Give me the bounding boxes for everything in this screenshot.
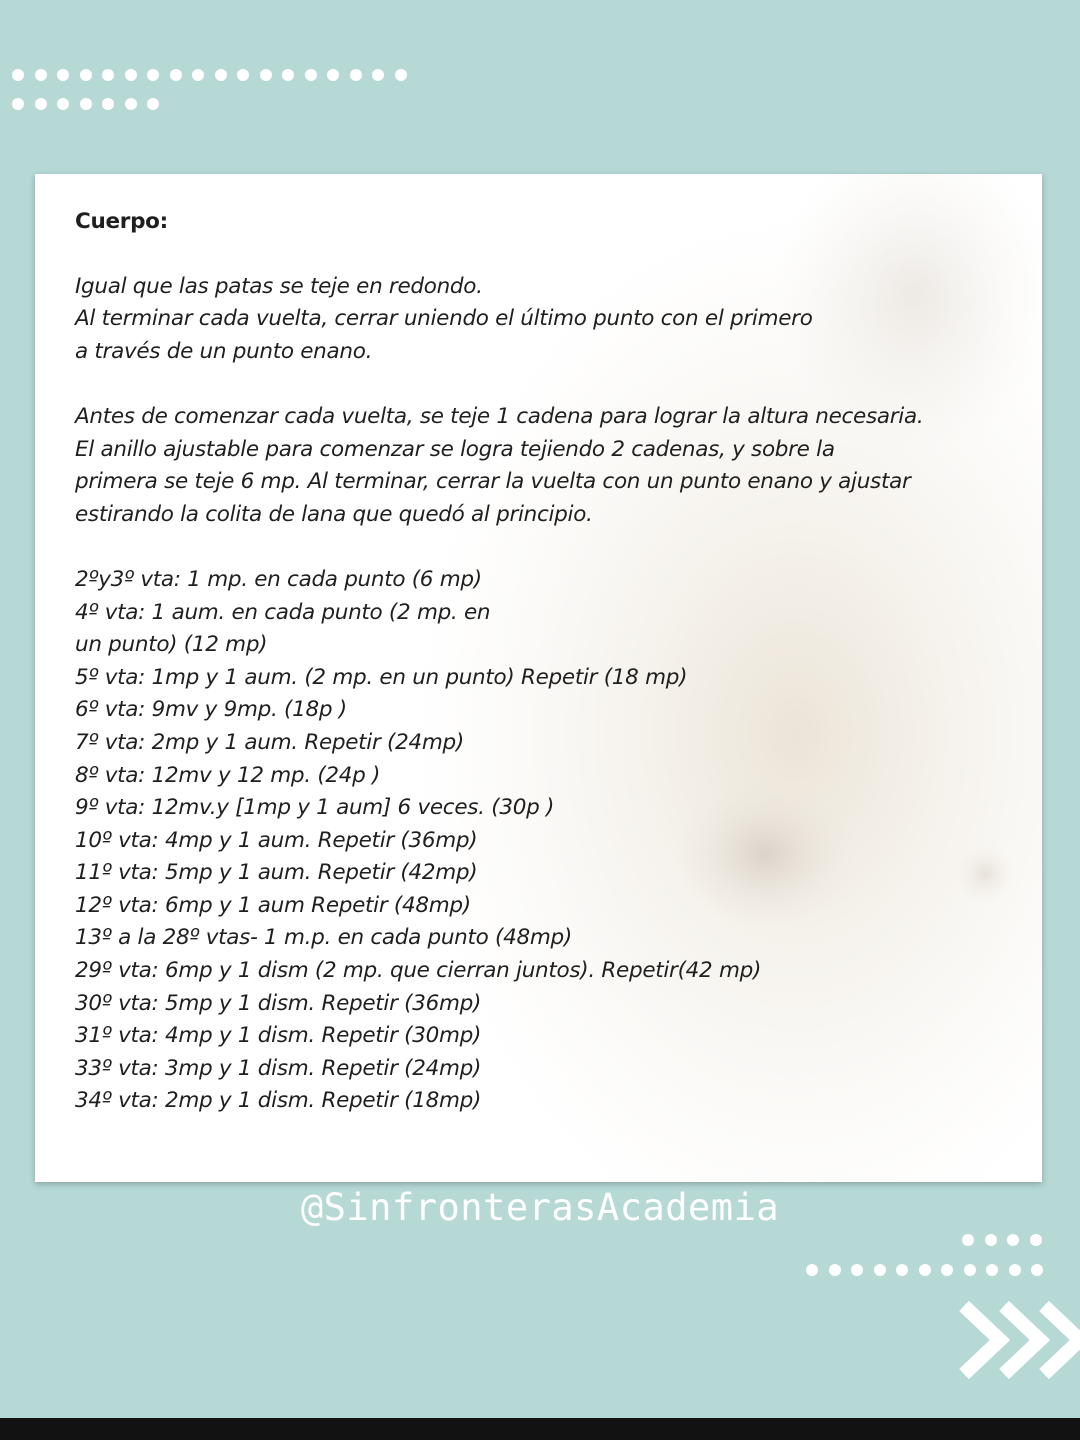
paragraph-line: a través de un punto enano. — [75, 338, 373, 364]
decorative-dot — [962, 1234, 974, 1246]
round-line: 7º vta: 2mp y 1 aum. Repetir (24mp) — [75, 729, 464, 755]
decorative-dot — [395, 69, 407, 81]
rounds-list — [75, 564, 1002, 1118]
document-text — [75, 206, 1002, 1118]
decorative-dot — [147, 98, 159, 110]
decorative-dot — [35, 98, 47, 110]
decorative-dot — [806, 1264, 818, 1276]
round-line: 2ºy3º vta: 1 mp. en cada punto (6 mp) — [75, 566, 482, 592]
decorative-dot — [896, 1264, 908, 1276]
decorative-dot — [12, 69, 24, 81]
decorative-dots-top-1 — [12, 69, 417, 81]
round-line: 9º vta: 12mv.y [1mp y 1 aum] 6 veces. (30p ) — [75, 795, 555, 821]
decorative-dot — [1009, 1264, 1021, 1276]
decorative-dot — [305, 69, 317, 81]
round-line: 34º vta: 2mp y 1 dism. Repetir (18mp) — [75, 1088, 482, 1114]
round-line: 31º vta: 4mp y 1 dism. Repetir (30mp) — [75, 1023, 482, 1049]
round-line: 5º vta: 1mp y 1 aum. (2 mp. en un punto) Repetir (18 mp) — [75, 664, 688, 690]
decorative-dot — [215, 69, 227, 81]
paragraph-line: Al terminar cada vuelta, cerrar uniendo el último punto con el primero — [75, 306, 813, 332]
decorative-dot — [125, 98, 137, 110]
decorative-dot — [851, 1264, 863, 1276]
decorative-dot — [170, 69, 182, 81]
decorative-dots-bottom-1 — [962, 1234, 1052, 1246]
round-line: un punto) (12 mp) — [75, 632, 268, 658]
round-line: 12º vta: 6mp y 1 aum Repetir (48mp) — [75, 892, 471, 918]
decorative-dot — [985, 1234, 997, 1246]
round-line: 13º a la 28º vtas- 1 m.p. en cada punto (48mp) — [75, 925, 572, 951]
paragraph-line: Antes de comenzar cada vuelta, se teje 1 cadena para lograr la altura necesaria. — [75, 403, 924, 429]
bottom-bar — [0, 1418, 1080, 1440]
decorative-dot — [237, 69, 249, 81]
decorative-dot — [964, 1264, 976, 1276]
paragraph-line: primera se teje 6 mp. Al terminar, cerrar la vuelta con un punto enano y ajustar — [75, 469, 911, 495]
decorative-dot — [941, 1264, 953, 1276]
round-line: 8º vta: 12mv y 12 mp. (24p ) — [75, 762, 381, 788]
decorative-dot — [986, 1264, 998, 1276]
decorative-dot — [147, 69, 159, 81]
round-line: 10º vta: 4mp y 1 aum. Repetir (36mp) — [75, 827, 478, 853]
double-chevron-right-icon — [958, 1300, 1080, 1380]
round-line: 4º vta: 1 aum. en cada punto (2 mp. en — [75, 599, 491, 625]
round-line: 29º vta: 6mp y 1 dism (2 mp. que cierran juntos). Repetir(42 mp) — [75, 958, 762, 984]
round-line: 6º vta: 9mv y 9mp. (18p ) — [75, 697, 347, 723]
decorative-dots-top-2 — [12, 98, 170, 110]
decorative-dot — [350, 69, 362, 81]
decorative-dot — [1007, 1234, 1019, 1246]
paragraph-line: El anillo ajustable para comenzar se logra tejiendo 2 cadenas, y sobre la — [75, 436, 835, 462]
decorative-dot — [80, 69, 92, 81]
round-line: 30º vta: 5mp y 1 dism. Repetir (36mp) — [75, 990, 482, 1016]
decorative-dot — [125, 69, 137, 81]
decorative-dot — [1030, 1234, 1042, 1246]
decorative-dots-bottom-2 — [806, 1264, 1054, 1276]
decorative-dot — [260, 69, 272, 81]
decorative-dot — [80, 98, 92, 110]
decorative-dot — [57, 69, 69, 81]
decorative-dot — [57, 98, 69, 110]
watermark-handle: @SinfronterasAcademia — [300, 1186, 780, 1229]
decorative-dot — [102, 69, 114, 81]
decorative-dot — [1031, 1264, 1043, 1276]
paragraph-line: estirando la colita de lana que quedó al principio. — [75, 501, 593, 527]
decorative-dot — [829, 1264, 841, 1276]
section-heading: Cuerpo: — [75, 209, 168, 234]
decorative-dot — [35, 69, 47, 81]
decorative-dot — [372, 69, 384, 81]
paragraph-line: Igual que las patas se teje en redondo. — [75, 273, 483, 299]
paragraph-1 — [75, 271, 1002, 369]
round-line: 33º vta: 3mp y 1 dism. Repetir (24mp) — [75, 1055, 482, 1081]
round-line: 11º vta: 5mp y 1 aum. Repetir (42mp) — [75, 860, 478, 886]
decorative-dot — [282, 69, 294, 81]
decorative-dot — [192, 69, 204, 81]
decorative-dot — [102, 98, 114, 110]
document-card — [35, 174, 1042, 1182]
paragraph-2 — [75, 401, 1002, 531]
decorative-dot — [919, 1264, 931, 1276]
decorative-dot — [12, 98, 24, 110]
decorative-dot — [327, 69, 339, 81]
decorative-dot — [874, 1264, 886, 1276]
